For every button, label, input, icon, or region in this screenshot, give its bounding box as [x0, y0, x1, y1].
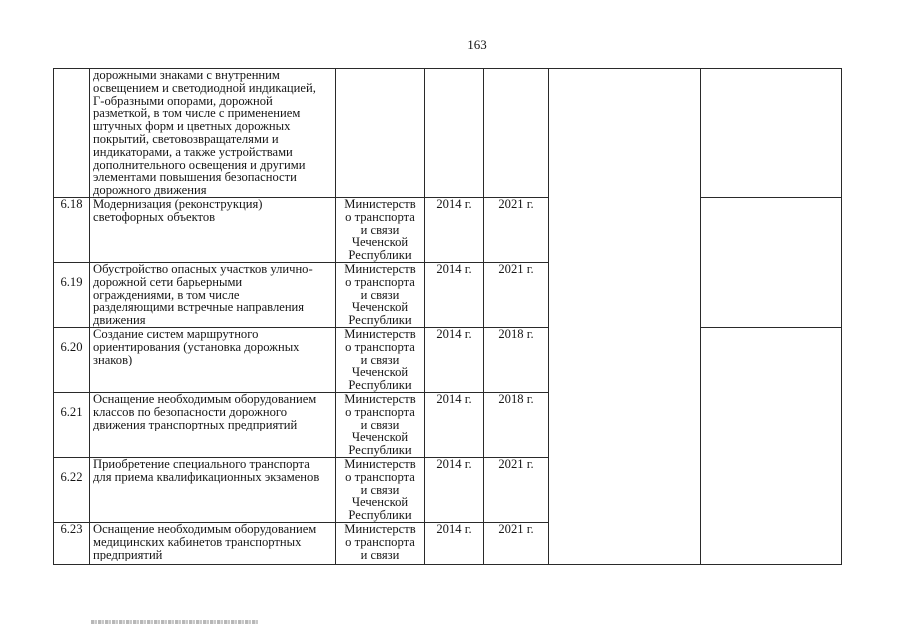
table-row: [54, 69, 842, 198]
table-row: [54, 328, 842, 393]
activity-number-cell: [54, 263, 90, 328]
activity-description-cell: [90, 328, 336, 393]
empty-column-cell: [549, 69, 701, 565]
end-year-cell: [484, 198, 549, 263]
activity-description-cell: [90, 69, 336, 198]
start-year-cell: [425, 458, 484, 523]
responsible-executor: Министерств о транспорта и связи Чеченской Республики: [344, 198, 416, 262]
activity-number: 6.23: [60, 522, 83, 536]
activity-description-cell: [90, 458, 336, 523]
table-row: [54, 198, 842, 263]
end-year: 2021 г.: [498, 263, 534, 276]
empty-column-cell: [701, 198, 842, 328]
page-number: 163: [467, 37, 487, 52]
responsible-cell: [336, 198, 425, 263]
responsible-executor: Министерств о транспорта и связи Чеченской Республики: [344, 393, 416, 457]
end-year: 2021 г.: [498, 522, 534, 536]
end-year: 2018 г.: [498, 328, 534, 341]
empty-column-cell: [701, 69, 842, 198]
activity-description: Создание систем маршрутного ориентирования (установка дорожных знаков): [93, 328, 300, 367]
end-year-cell: [484, 458, 549, 523]
end-year: 2021 г.: [498, 458, 534, 471]
blank-cell: [425, 69, 484, 198]
activity-description-cell: [90, 198, 336, 263]
activity-number-cell: [54, 198, 90, 263]
activity-description-cell: [90, 393, 336, 458]
start-year: 2014 г.: [436, 263, 472, 276]
responsible-cell: [336, 522, 425, 564]
activity-description-cell: [90, 263, 336, 328]
blank-cell: [54, 69, 90, 198]
responsible-executor: Министерств о транспорта и связи Чеченской Республики: [344, 263, 416, 327]
activity-number-cell: [54, 328, 90, 393]
footer-file-path-mark: [91, 620, 258, 624]
program-activities-table: [53, 68, 842, 565]
start-year-cell: [425, 393, 484, 458]
end-year-cell: [484, 328, 549, 393]
start-year-cell: [425, 522, 484, 564]
activity-number-cell: [54, 522, 90, 564]
activity-number: 6.19: [60, 274, 83, 289]
responsible-cell: [336, 458, 425, 523]
activity-number: 6.18: [60, 198, 83, 211]
start-year: 2014 г.: [436, 198, 472, 211]
activity-number: 6.20: [60, 339, 83, 354]
responsible-cell: [336, 393, 425, 458]
start-year-cell: [425, 263, 484, 328]
start-year-cell: [425, 328, 484, 393]
blank-cell: [484, 69, 549, 198]
end-year-cell: [484, 393, 549, 458]
responsible-cell: [336, 263, 425, 328]
responsible-executor: Министерств о транспорта и связи Чеченской Республики: [344, 458, 416, 522]
empty-column-cell: [701, 328, 842, 565]
start-year-cell: [425, 198, 484, 263]
activity-number-cell: [54, 393, 90, 458]
end-year-cell: [484, 263, 549, 328]
activity-description: дорожными знаками с внутренним освещением и светодиодной индикацией, Г-образными опорами, дорожной разметкой, в том числе с применением штучных форм и цветных дорожных покрытий, световозвращателями и индикаторами, а также устройствами дополнительного освещения и другими элементами повышения безопасности дорожного движения: [93, 69, 316, 197]
start-year: 2014 г.: [436, 522, 472, 536]
responsible-executor: Министерств о транспорта и связи Чеченской Республики: [344, 328, 416, 392]
activity-number-cell: [54, 458, 90, 523]
activity-number: 6.22: [60, 469, 83, 484]
end-year-cell: [484, 522, 549, 564]
responsible-executor: Министерств о транспорта и связи: [344, 522, 416, 562]
activity-description: Оснащение необходимым оборудованием медицинских кабинетов транспортных предприятий: [93, 522, 317, 562]
start-year: 2014 г.: [436, 328, 472, 341]
activity-description: Приобретение специального транспорта для приема квалификационных экзаменов: [93, 458, 320, 484]
start-year: 2014 г.: [436, 458, 472, 471]
activity-description: Обустройство опасных участков улично- дорожной сети барьерными ограждениями, в том числе разделяющими встречные направления движения: [93, 263, 313, 327]
activity-description: Оснащение необходимым оборудованием классов по безопасности дорожного движения транспортных предприятий: [93, 393, 317, 432]
start-year: 2014 г.: [436, 393, 472, 406]
end-year: 2021 г.: [498, 198, 534, 211]
activity-number: 6.21: [60, 404, 83, 419]
activity-description: Модернизация (реконструкция) светофорных объектов: [93, 198, 263, 224]
responsible-cell: [336, 328, 425, 393]
blank-cell: [336, 69, 425, 198]
end-year: 2018 г.: [498, 393, 534, 406]
activity-description-cell: [90, 522, 336, 564]
